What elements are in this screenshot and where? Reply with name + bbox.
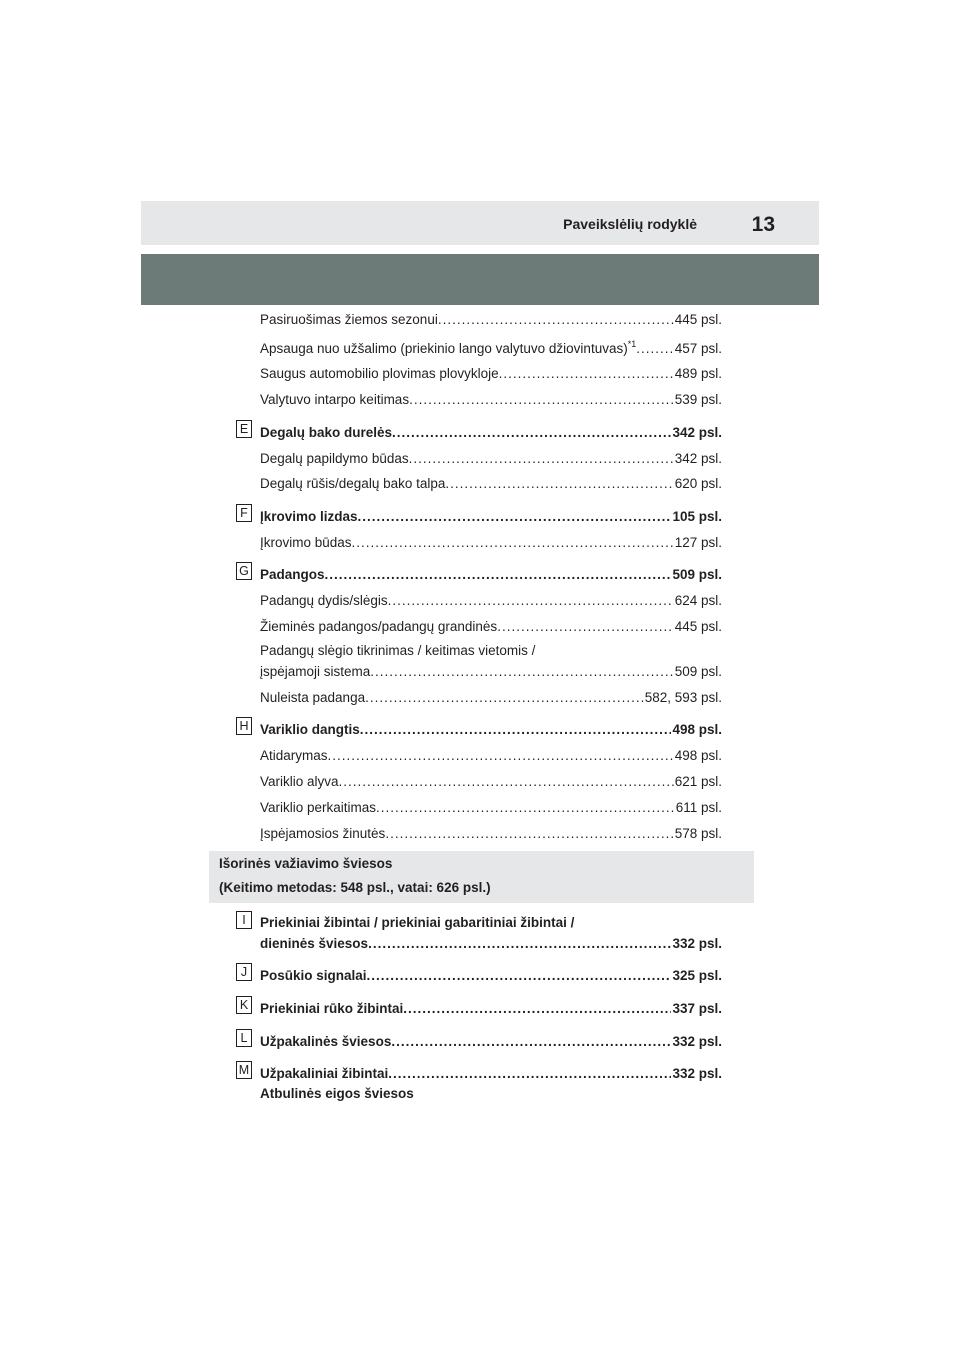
section-badge: K	[236, 996, 252, 1014]
index-item[interactable]: Pasiruošimas žiemos sezonui ..... 445 psl.	[260, 311, 722, 328]
index-heading[interactable]: Degalų bako durelės ..... 342 psl.	[260, 424, 722, 441]
index-item[interactable]: Žieminės padangos/padangų grandinės ..... 445 psl.	[260, 618, 722, 635]
index-heading[interactable]: dieninės šviesos ..... 332 psl.	[260, 935, 722, 952]
index-heading[interactable]: Užpakaliniai žibintai ..... 332 psl.	[260, 1065, 722, 1082]
section-badge: L	[236, 1029, 252, 1047]
section-badge: M	[236, 1061, 252, 1079]
section-badge: G	[236, 562, 252, 580]
index-item[interactable]: Valytuvo intarpo keitimas ..... 539 psl.	[260, 391, 722, 408]
footnote-marker: *1	[627, 339, 637, 349]
lights-box-title: Išorinės važiavimo šviesos	[219, 856, 393, 871]
index-heading-line: Priekiniai žibintai / priekiniai gabaritiniai žibintai /	[260, 915, 575, 930]
index-heading[interactable]: Posūkio signalai ..... 325 psl.	[260, 967, 722, 984]
index-item[interactable]: Apsauga nuo užšalimo (priekinio lango valytuvo džiovintuvas)$^{*1}$ ..... 457 psl.	[260, 340, 722, 357]
index-heading[interactable]: Užpakalinės šviesos ..... 332 psl.	[260, 1033, 722, 1050]
section-badge: E	[236, 420, 252, 438]
index-heading[interactable]: Variklio dangtis ..... 498 psl.	[260, 721, 722, 738]
index-item[interactable]: Variklio perkaitimas ..... 611 psl.	[260, 799, 722, 816]
index-item[interactable]: Nuleista padanga ..... 582, 593 psl.	[260, 689, 722, 706]
index-item-line: Padangų slėgio tikrinimas / keitimas vietomis /	[260, 643, 536, 658]
lights-info-box	[209, 851, 754, 903]
section-banner	[141, 254, 819, 305]
index-item[interactable]: Variklio alyva ..... 621 psl.	[260, 773, 722, 790]
index-item[interactable]: Degalų rūšis/degalų bako talpa ..... 620 psl.	[260, 475, 722, 492]
index-item[interactable]: Padangų dydis/slėgis ..... 624 psl.	[260, 592, 722, 609]
index-item[interactable]: Atidarymas ..... 498 psl.	[260, 747, 722, 764]
index-heading[interactable]: Įkrovimo lizdas ..... 105 psl.	[260, 508, 722, 525]
section-badge: H	[236, 717, 252, 735]
index-heading[interactable]: Padangos ..... 509 psl.	[260, 566, 722, 583]
index-heading[interactable]: Priekiniai rūko žibintai ..... 337 psl.	[260, 1000, 722, 1017]
page-number: 13	[751, 213, 775, 236]
index-item[interactable]: Įspėjamosios žinutės ..... 578 psl.	[260, 825, 722, 842]
section-badge: F	[236, 504, 252, 522]
page-header	[141, 201, 819, 245]
index-item[interactable]: Degalų papildymo būdas ..... 342 psl.	[260, 450, 722, 467]
page-title: Paveikslėlių rodyklė	[563, 216, 697, 232]
section-badge: I	[236, 911, 252, 929]
index-item[interactable]: Saugus automobilio plovimas plovykloje ..... 489 psl.	[260, 365, 722, 382]
index-item[interactable]: Įkrovimo būdas ..... 127 psl.	[260, 534, 722, 551]
index-heading-line: Atbulinės eigos šviesos	[260, 1086, 414, 1101]
index-item[interactable]: įspėjamoji sistema ..... 509 psl.	[260, 663, 722, 680]
section-badge: J	[236, 963, 252, 981]
lights-box-subtitle: (Keitimo metodas: 548 psl., vatai: 626 psl.)	[219, 880, 491, 895]
